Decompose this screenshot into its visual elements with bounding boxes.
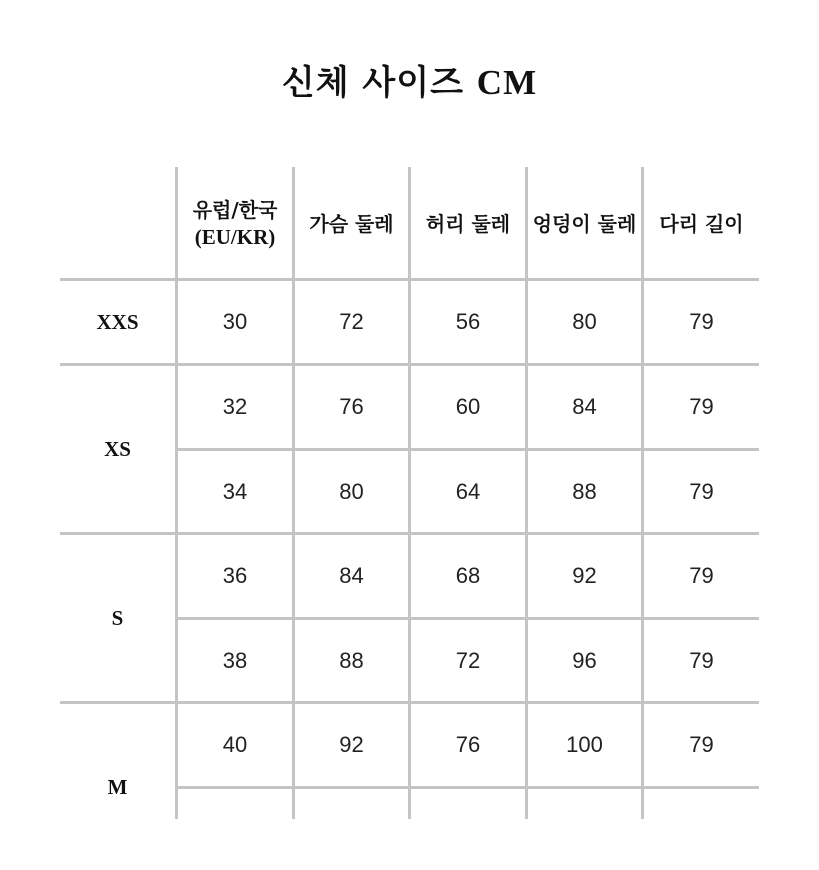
table-cell: 80 [572,309,597,334]
table-cell: 36 [222,563,248,588]
table-cell: 72 [455,647,481,673]
table-cell: 96 [572,647,597,673]
size-label-xs: XS [104,436,131,461]
header-label: 허리 둘레 [425,211,511,236]
header-label: 다리 길이 [659,211,744,236]
header-leg-length [644,170,759,278]
header-hip [528,170,641,278]
table-cell: 40 [222,732,248,757]
size-label-s: S [111,605,124,630]
table-cell: 79 [689,394,714,419]
table-cell: 68 [455,563,481,588]
table-cell: 32 [222,394,248,419]
header-waist [411,170,525,278]
table-cell: 79 [689,309,714,334]
table-cell: 79 [689,563,714,588]
table-cell: 92 [572,563,597,588]
table-cell: 84 [572,394,597,419]
table-cell: 79 [689,732,714,757]
header-eu-kr [178,170,292,278]
table-cell: 34 [222,478,248,504]
size-label-xxs: XXS [96,309,139,334]
table-cell: 30 [222,309,248,334]
table-cell: 92 [339,732,364,757]
header-label: 가슴 둘레 [309,211,394,236]
title-unit: CM [476,63,538,102]
header-sublabel: (EU/KR) [194,225,276,249]
table-cell: 88 [339,647,364,673]
table-cell: 84 [339,563,364,588]
table-cell: 79 [689,647,714,673]
table-cell: 64 [455,478,481,504]
row-divider [175,786,759,789]
table-cell: 100 [566,732,603,757]
table-cell: 80 [339,478,364,504]
size-label-m: M [107,774,128,799]
table-cell: 38 [222,647,248,673]
title-main: 신체 사이즈 [281,63,464,103]
table-cell: 56 [455,309,481,334]
header-chest [295,170,408,278]
table-cell: 79 [689,478,714,504]
table-cell: 76 [339,394,364,419]
table-cell: 88 [572,478,597,504]
table-cell: 60 [455,394,481,419]
header-label: 유럽/한국 [192,198,278,222]
table-cell: 72 [339,309,364,334]
table-cell: 76 [455,732,481,757]
header-label: 엉덩이 둘레 [532,211,637,236]
